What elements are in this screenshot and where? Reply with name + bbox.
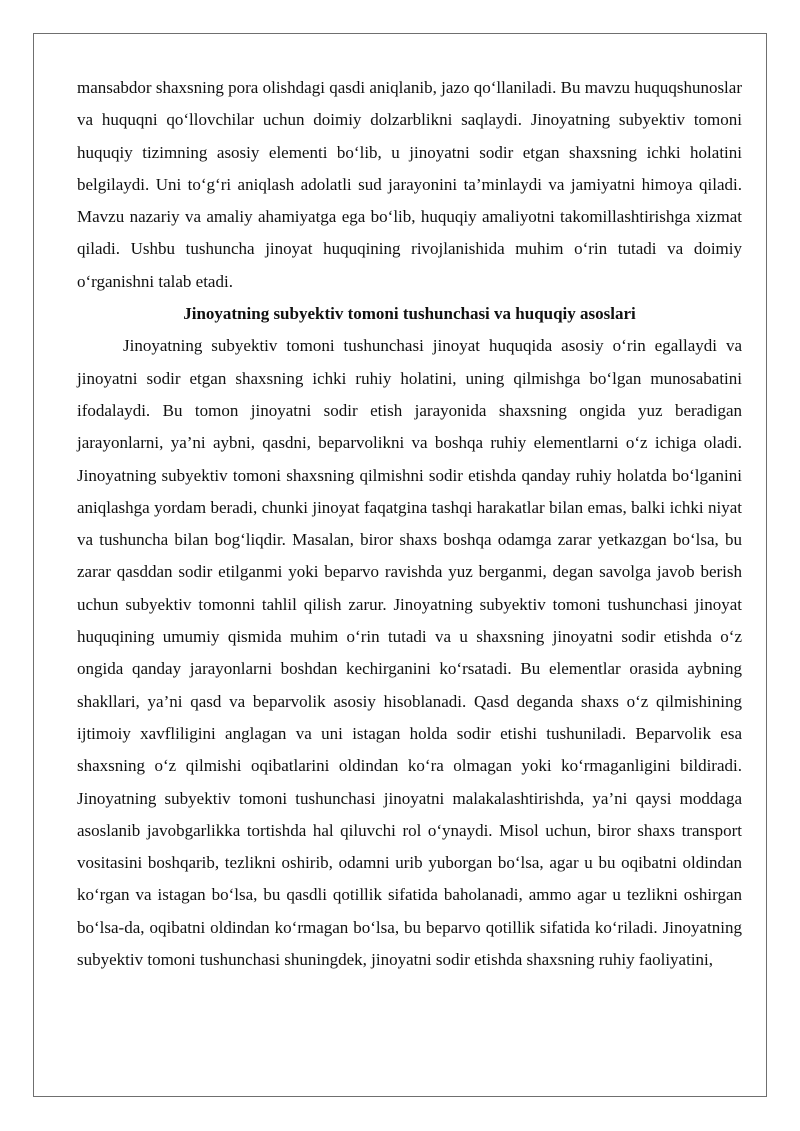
document-body xyxy=(77,72,742,976)
section-heading: Jinoyatning subyektiv tomoni tushunchasi va huquqiy asoslari xyxy=(183,304,636,324)
body-paragraph-1: mansabdor shaxsning pora olishdagi qasdi aniqlanib, jazo qo‘llaniladi. Bu mavzu huquqshunoslar va huquqni qo‘llovchilar uchun doimiy dolzarblikni saqlaydi. Jinoyatning subyektiv tomoni huquqiy tizimning asosiy elementi bo‘lib, u jinoyatni sodir etgan shaxsning ichki holatini belgilaydi. Uni to‘g‘ri aniqlash adolatli sud jarayonini ta’minlaydi va jamiyatni himoya qiladi. Mavzu nazariy va amaliy ahamiyatga ega bo‘lib, huquqiy amaliyotni takomillashtirishga xizmat qiladi. Ushbu tushuncha jinoyat huquqining rivojlanishida muhim o‘rin tutadi va doimiy o‘rganishni talab etadi. xyxy=(77,78,742,291)
body-paragraph-2: Jinoyatning subyektiv tomoni tushunchasi jinoyat huquqida asosiy o‘rin egallaydi va jinoyatni sodir etgan shaxsning ichki ruhiy holatini, uning qilmishga bo‘lgan munosabatini ifodalaydi. Bu tomon jinoyatni sodir etish jarayonida shaxsning ongida yuz beradigan jarayonlarni, ya’ni aybni, qasdni, beparvolikni va boshqa ruhiy elementlarni o‘z ichiga oladi. Jinoyatning subyektiv tomoni shaxsning qilmishni sodir etishda qanday ruhiy holatda bo‘lganini aniqlashga yordam beradi, chunki jinoyat faqatgina tashqi harakatlar bilan emas, balki ichki niyat va tushuncha bilan bog‘liqdir. Masalan, biror shaxs boshqa odamga zarar yetkazgan bo‘lsa, bu zarar qasddan sodir etilganmi yoki beparvo ravishda yuz berganmi, degan savolga javob berish uchun subyektiv tomonni tahlil qilish zarur. Jinoyatning subyektiv tomoni tushunchasi jinoyat huquqining umumiy qismida muhim o‘rin tutadi va u shaxsning jinoyatni sodir etishda o‘z ongida qanday jarayonlarni boshdan kechirganini ko‘rsatadi. Bu elementlar orasida aybning shakllari, ya’ni qasd va beparvolik asosiy hisoblanadi. Qasd deganda shaxs o‘z qilmishining ijtimoiy xavfliligini anglagan va uni istagan holda sodir etishi tushuniladi. Beparvolik esa shaxsning o‘z qilmishi oqibatlarini oldindan ko‘ra olmagan yoki ko‘rmaganligini bildiradi. Jinoyatning subyektiv tomoni tushunchasi jinoyatni malakalashtirishda, ya’ni qaysi moddaga asoslanib javobgarlikka tortishda hal qiluvchi rol o‘ynaydi. Misol uchun, biror shaxs transport vositasini boshqarib, tezlikni oshirib, odamni urib yuborgan bo‘lsa, agar u bu oqibatni oldindan ko‘rgan va istagan bo‘lsa, bu qasdli qotillik sifatida baholanadi, ammo agar u tezlikni oshirgan bo‘lsa-da, oqibatni oldindan ko‘rmagan bo‘lsa, bu beparvo qotillik sifatida ko‘riladi. Jinoyatning subyektiv tomoni tushunchasi shuningdek, jinoyatni sodir etishda shaxsning ruhiy faoliyatini, xyxy=(77,336,742,970)
